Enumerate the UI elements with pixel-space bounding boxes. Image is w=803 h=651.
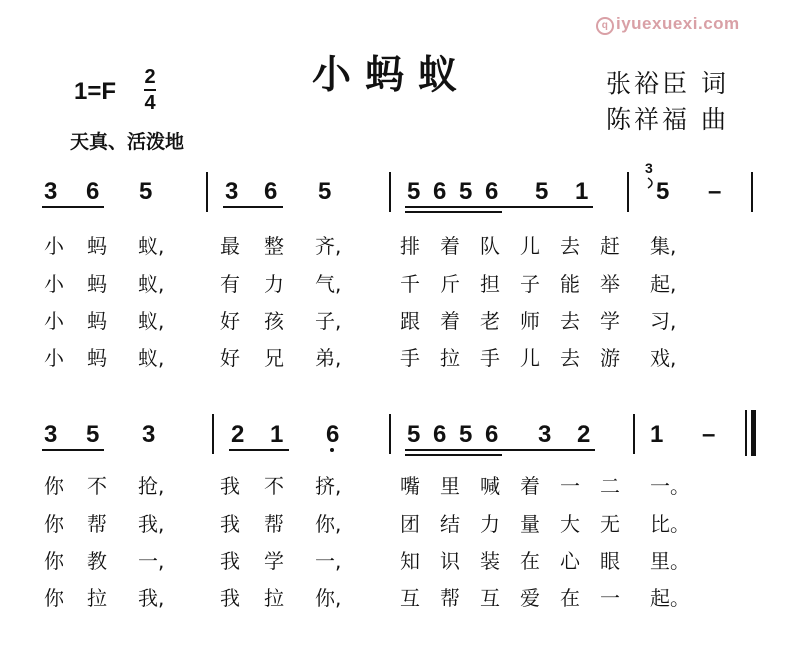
lyric-char: 装 bbox=[480, 549, 500, 573]
beam-double bbox=[405, 211, 502, 213]
lyric-char: 我, bbox=[138, 586, 165, 610]
lyric-char: 去 bbox=[560, 234, 580, 258]
lyric-char: 一 bbox=[600, 586, 620, 610]
note: 5 bbox=[318, 178, 332, 205]
lyric-char: 队 bbox=[480, 234, 500, 258]
final-barline-thick bbox=[751, 410, 756, 456]
lyric-char: 里。 bbox=[650, 549, 690, 573]
lyric-char: 教 bbox=[87, 549, 107, 573]
lyric-char: 小 bbox=[44, 272, 64, 296]
lyric-char: 力 bbox=[264, 272, 284, 296]
lyric-char: 气, bbox=[315, 272, 342, 296]
lyric-char: 着 bbox=[520, 474, 540, 498]
beam bbox=[42, 206, 104, 208]
lyric-char: 一, bbox=[138, 549, 165, 573]
lyric-char: 有 bbox=[220, 272, 240, 296]
note: 6 bbox=[326, 421, 340, 448]
lyric-char: 你 bbox=[44, 474, 64, 498]
lyric-char: 小 bbox=[44, 309, 64, 333]
lyric-char: 你, bbox=[315, 586, 342, 610]
lyric-char: 眼 bbox=[600, 549, 620, 573]
lyric-char: 结 bbox=[440, 512, 460, 536]
lyric-char: 手 bbox=[480, 346, 500, 370]
lyric-char: 大 bbox=[560, 512, 580, 536]
beam bbox=[42, 449, 104, 451]
low-octave-dot bbox=[330, 448, 334, 452]
lyric-char: 在 bbox=[520, 549, 540, 573]
time-signature-divider bbox=[144, 89, 156, 91]
barline bbox=[212, 414, 214, 454]
barline bbox=[206, 172, 208, 212]
lyric-char: 集, bbox=[650, 234, 677, 258]
lyric-char: 好 bbox=[220, 309, 240, 333]
lyric-char: 你 bbox=[44, 512, 64, 536]
lyric-char: 你 bbox=[44, 586, 64, 610]
barline bbox=[389, 414, 391, 454]
lyric-char: 你, bbox=[315, 512, 342, 536]
note: 1 bbox=[575, 178, 589, 205]
lyric-char: 能 bbox=[560, 272, 580, 296]
lyric-char: 知 bbox=[400, 549, 420, 573]
final-barline-thin bbox=[745, 410, 747, 456]
lyric-char: 不 bbox=[264, 474, 284, 498]
note: 3 bbox=[225, 178, 239, 205]
lyric-char: 一 bbox=[560, 474, 580, 498]
lyric-char: 拉 bbox=[87, 586, 107, 610]
lyric-char: 蚁, bbox=[138, 234, 165, 258]
lyric-char: 喊 bbox=[480, 474, 500, 498]
lyric-char: 蚁, bbox=[138, 309, 165, 333]
watermark-text: iyuexuexi.com bbox=[616, 14, 740, 33]
note: 6 bbox=[86, 178, 100, 205]
site-watermark bbox=[596, 14, 740, 35]
lyric-char: 抢, bbox=[138, 474, 165, 498]
lyric-char: 蚁, bbox=[138, 346, 165, 370]
tempo-marking: 天真、活泼地 bbox=[70, 131, 185, 153]
lyric-char: 好 bbox=[220, 346, 240, 370]
composer-credit: 陈祥福 曲 bbox=[606, 105, 729, 134]
note: 5 bbox=[86, 421, 100, 448]
beam bbox=[405, 449, 595, 451]
lyric-char: 千 bbox=[400, 272, 420, 296]
lyric-char: 蚁, bbox=[138, 272, 165, 296]
note: 5 bbox=[407, 421, 421, 448]
lyric-char: 排 bbox=[400, 234, 420, 258]
lyric-char: 不 bbox=[87, 474, 107, 498]
lyric-char: 你 bbox=[44, 549, 64, 573]
lyric-char: 二 bbox=[600, 474, 620, 498]
lyric-char: 戏, bbox=[650, 346, 677, 370]
note: 2 bbox=[577, 421, 591, 448]
time-signature-bottom: 4 bbox=[144, 92, 156, 114]
lyric-char: 小 bbox=[44, 346, 64, 370]
lyric-char: 蚂 bbox=[87, 234, 107, 258]
lyric-char: 老 bbox=[480, 309, 500, 333]
lyric-char: 互 bbox=[400, 586, 420, 610]
note: 1 bbox=[270, 421, 284, 448]
lyric-char: 我 bbox=[220, 512, 240, 536]
lyric-char: 帮 bbox=[87, 512, 107, 536]
note: 3 bbox=[142, 421, 156, 448]
lyric-char: 识 bbox=[440, 549, 460, 573]
lyric-char: 我 bbox=[220, 474, 240, 498]
lyric-char: 跟 bbox=[400, 309, 420, 333]
lyric-char: 子 bbox=[520, 272, 540, 296]
lyric-char: 爱 bbox=[520, 586, 540, 610]
lyric-char: 我, bbox=[138, 512, 165, 536]
barline bbox=[633, 414, 635, 454]
lyric-char: 学 bbox=[600, 309, 620, 333]
lyric-char: 着 bbox=[440, 234, 460, 258]
lyric-char: 小 bbox=[44, 234, 64, 258]
lyric-char: 兄 bbox=[264, 346, 284, 370]
beam-double bbox=[405, 454, 502, 456]
lyric-char: 起, bbox=[650, 272, 677, 296]
lyric-char: 无 bbox=[600, 512, 620, 536]
lyric-char: 游 bbox=[600, 346, 620, 370]
lyric-char: 在 bbox=[560, 586, 580, 610]
lyric-char: 整 bbox=[264, 234, 284, 258]
lyric-char: 儿 bbox=[520, 234, 540, 258]
key-signature: 1=F bbox=[74, 78, 117, 105]
lyric-char: 一。 bbox=[650, 474, 690, 498]
note: 6 bbox=[433, 178, 447, 205]
lyric-char: 蚂 bbox=[87, 272, 107, 296]
lyric-char: 蚂 bbox=[87, 346, 107, 370]
lyric-char: 力 bbox=[480, 512, 500, 536]
lyric-char: 最 bbox=[220, 234, 240, 258]
lyric-char: 赶 bbox=[600, 234, 620, 258]
note: 5 bbox=[656, 178, 670, 205]
lyric-char: 我 bbox=[220, 549, 240, 573]
lyric-char: 担 bbox=[480, 272, 500, 296]
lyric-char: 子, bbox=[315, 309, 342, 333]
lyric-char: 学 bbox=[264, 549, 284, 573]
lyric-char: 手 bbox=[400, 346, 420, 370]
note: 3 bbox=[44, 421, 58, 448]
lyric-char: 着 bbox=[440, 309, 460, 333]
barline bbox=[389, 172, 391, 212]
note: 5 bbox=[535, 178, 549, 205]
lyric-char: 互 bbox=[480, 586, 500, 610]
lyricist-credit: 张裕臣 词 bbox=[606, 69, 729, 98]
lyric-char: 量 bbox=[520, 512, 540, 536]
lyric-char: 举 bbox=[600, 272, 620, 296]
watermark-logo: q bbox=[596, 17, 614, 35]
beam bbox=[405, 206, 593, 208]
lyric-char: 一, bbox=[315, 549, 342, 573]
lyric-char: 孩 bbox=[264, 309, 284, 333]
lyric-char: 帮 bbox=[264, 512, 284, 536]
barline bbox=[627, 172, 629, 212]
lyric-char: 师 bbox=[520, 309, 540, 333]
lyric-char: 比。 bbox=[650, 512, 690, 536]
lyric-char: 弟, bbox=[315, 346, 342, 370]
lyric-char: 斤 bbox=[440, 272, 460, 296]
note: 6 bbox=[485, 421, 499, 448]
lyric-char: 去 bbox=[560, 346, 580, 370]
note-extension: – bbox=[708, 178, 722, 205]
lyric-char: 蚂 bbox=[87, 309, 107, 333]
lyric-char: 起。 bbox=[650, 586, 690, 610]
lyric-char: 儿 bbox=[520, 346, 540, 370]
lyric-char: 嘴 bbox=[400, 474, 420, 498]
time-signature-top: 2 bbox=[144, 66, 156, 88]
lyric-char: 去 bbox=[560, 309, 580, 333]
note: 3 bbox=[44, 178, 58, 205]
lyric-char: 我 bbox=[220, 586, 240, 610]
song-title: 小蚂蚁 bbox=[312, 53, 472, 98]
lyric-char: 心 bbox=[560, 549, 580, 573]
note: 2 bbox=[231, 421, 245, 448]
note: 1 bbox=[650, 421, 664, 448]
note: 5 bbox=[139, 178, 153, 205]
lyric-char: 里 bbox=[440, 474, 460, 498]
lyric-char: 拉 bbox=[264, 586, 284, 610]
note: 5 bbox=[407, 178, 421, 205]
lyric-char: 齐, bbox=[315, 234, 342, 258]
lyric-char: 团 bbox=[400, 512, 420, 536]
grace-note: 3 bbox=[645, 160, 653, 176]
note-extension: – bbox=[702, 421, 716, 448]
note: 3 bbox=[538, 421, 552, 448]
note: 5 bbox=[459, 421, 473, 448]
beam bbox=[229, 449, 289, 451]
lyric-char: 拉 bbox=[440, 346, 460, 370]
beam bbox=[223, 206, 283, 208]
note: 6 bbox=[433, 421, 447, 448]
lyric-char: 帮 bbox=[440, 586, 460, 610]
barline bbox=[751, 172, 753, 212]
note: 6 bbox=[264, 178, 278, 205]
time-signature bbox=[143, 66, 157, 114]
lyric-char: 挤, bbox=[315, 474, 342, 498]
note: 6 bbox=[485, 178, 499, 205]
lyric-char: 习, bbox=[650, 309, 677, 333]
note: 5 bbox=[459, 178, 473, 205]
